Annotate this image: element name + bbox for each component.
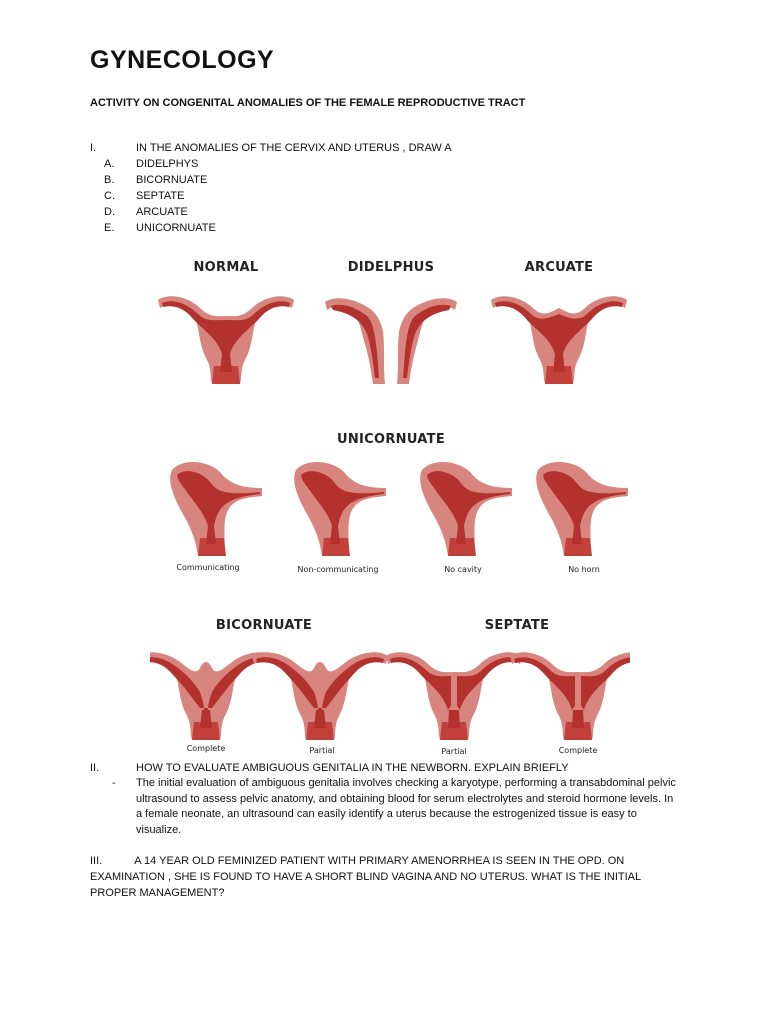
- bicornuate-partial: [252, 652, 388, 740]
- list-item: DIDELPHYS: [136, 158, 199, 170]
- bicornuate-complete: [150, 652, 274, 740]
- list-item-letter: C.: [104, 190, 115, 202]
- list-item-letter: B.: [104, 174, 115, 186]
- caption-septate-complete: Complete: [558, 746, 598, 755]
- answer-bullet: -: [112, 777, 116, 789]
- caption-communicating: Communicating: [176, 563, 240, 572]
- list-item-letter: E.: [104, 222, 115, 234]
- activity-subtitle: ACTIVITY ON CONGENITAL ANOMALIES OF THE FEMALE REPRODUCTIVE TRACT: [90, 97, 526, 109]
- uterine-anomalies-figure: [150, 250, 630, 756]
- caption-non-communicating: Non-communicating: [297, 565, 379, 574]
- question-1-text: IN THE ANOMALIES OF THE CERVIX AND UTERUS , DRAW A: [136, 142, 452, 154]
- list-item: UNICORNUATE: [136, 222, 216, 234]
- unicornuate-non-communicating: [294, 462, 386, 556]
- unicornuate-communicating: [170, 462, 262, 556]
- question-3-text: A 14 YEAR OLD FEMINIZED PATIENT WITH PRIMARY AMENORRHEA IS SEEN IN THE OPD. ON EXAMINATION , SHE IS FOUND TO HAVE A SHORT BLIND VAGINA AND NO UTERUS. WHAT IS THE INITIAL PROPER MANAGEMENT?: [90, 855, 641, 899]
- label-arcuate: ARCUATE: [524, 260, 594, 275]
- question-3: [90, 854, 690, 901]
- normal-uterus: [158, 296, 294, 384]
- question-1-number: I.: [90, 142, 97, 154]
- list-item-letter: D.: [104, 206, 115, 218]
- septate-complete: [510, 652, 630, 740]
- page-title: GYNECOLOGY: [90, 46, 275, 74]
- uterine-anomalies-illustration: [150, 250, 630, 756]
- label-septate: SEPTATE: [484, 618, 550, 633]
- label-normal: NORMAL: [193, 260, 259, 275]
- caption-no-horn: No horn: [568, 565, 600, 574]
- label-bicornuate: BICORNUATE: [215, 618, 313, 633]
- list-item-letter: A.: [104, 158, 115, 170]
- question-2-number: II.: [90, 762, 100, 774]
- label-unicornuate: UNICORNUATE: [336, 432, 446, 447]
- list-item: BICORNUATE: [136, 174, 208, 186]
- label-didelphus: DIDELPHUS: [347, 260, 435, 275]
- unicornuate-no-horn: [536, 462, 628, 556]
- caption-bicornuate-partial: Partial: [309, 746, 335, 755]
- caption-no-cavity: No cavity: [444, 565, 482, 574]
- caption-bicornuate-complete: Complete: [186, 744, 226, 753]
- list-item: ARCUATE: [136, 206, 188, 218]
- arcuate-uterus: [491, 296, 627, 384]
- caption-septate-partial: Partial: [441, 747, 467, 756]
- list-item: SEPTATE: [136, 190, 185, 202]
- question-2-answer: The initial evaluation of ambiguous genitalia involves checking a karyotype, performing a transabdominal pelvic ultrasound to assess pelvic anatomy, and obtaining blood for serum electrolytes and steroid hormone levels. In a female neonate, an ultrasound can easily identify a uterus because the estrogenized tissue is easy to visualize.: [136, 777, 676, 836]
- unicornuate-no-cavity: [420, 462, 512, 556]
- question-2-text: HOW TO EVALUATE AMBIGUOUS GENITALIA IN THE NEWBORN. EXPLAIN BRIEFLY: [136, 762, 569, 774]
- septate-partial: [386, 652, 522, 740]
- question-3-number: III.: [90, 855, 103, 867]
- didelphus-uterus: [325, 298, 457, 384]
